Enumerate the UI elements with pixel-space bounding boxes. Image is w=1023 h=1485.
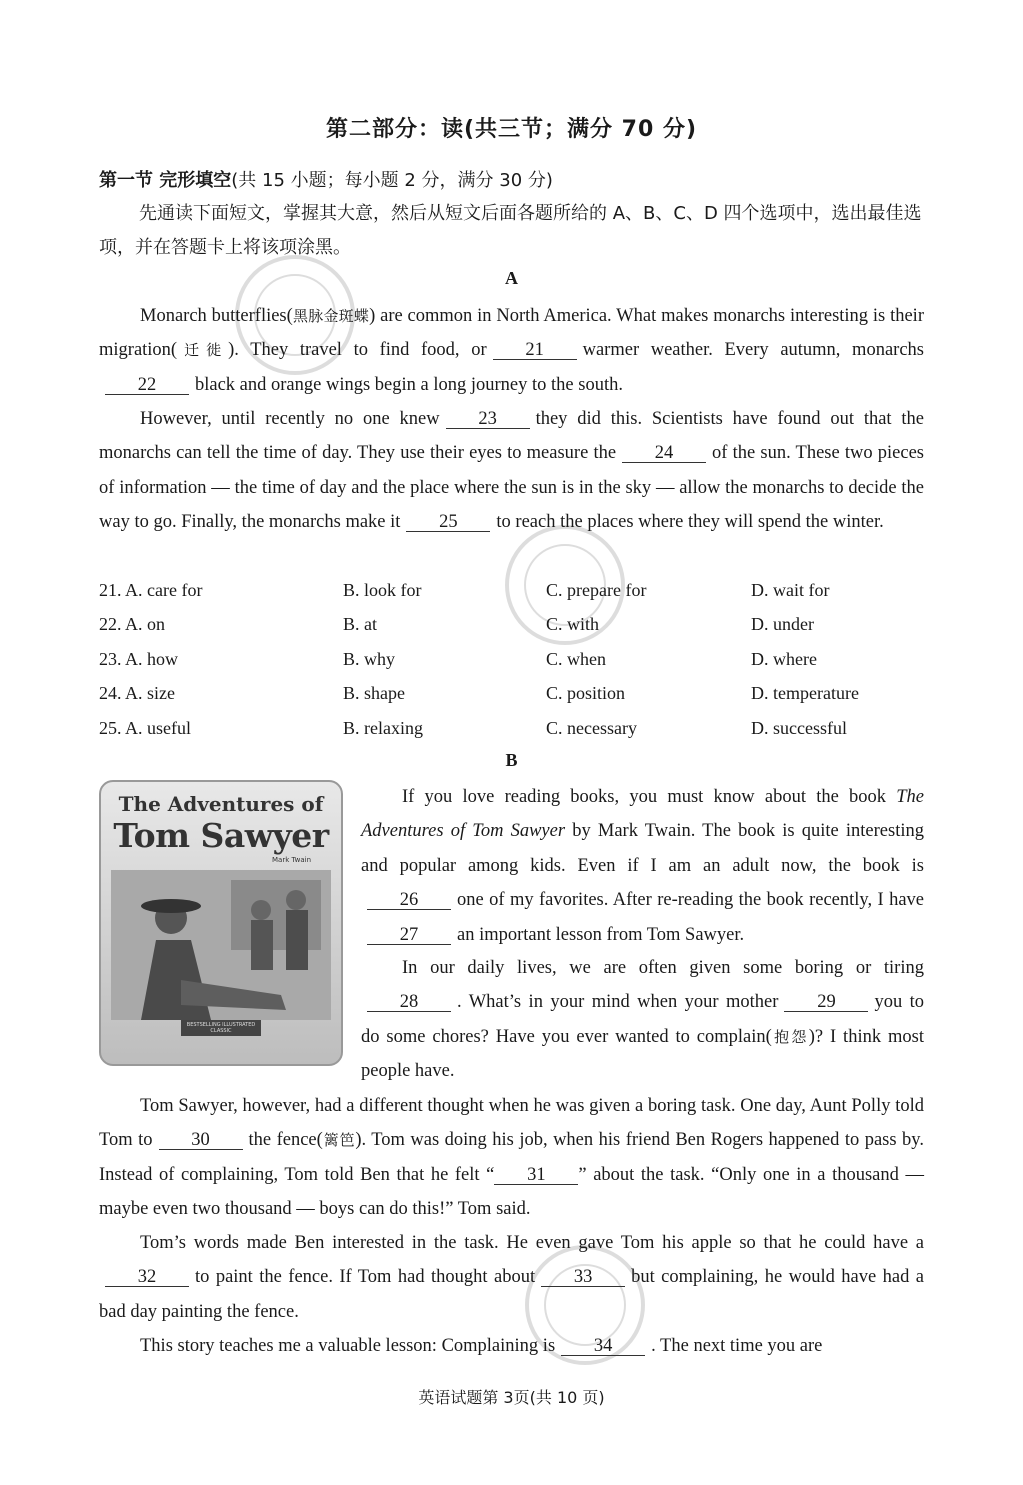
option-a[interactable]: 23. A. how [99, 648, 179, 669]
part-title: 第二部分：读(共三节；满分 70 分) [325, 117, 698, 142]
option-b[interactable]: B. why [343, 648, 396, 669]
option-c[interactable]: C. position [546, 683, 626, 704]
text: Tom’s words made Ben interested in the task. He even gave Tom his apple so that he could have a [140, 1233, 924, 1253]
option-b[interactable]: B. shape [343, 683, 405, 704]
option-b[interactable]: B. look for [343, 580, 422, 600]
chinese-gloss: 抱怨 [771, 1027, 809, 1046]
option-d[interactable]: D. temperature [751, 683, 859, 704]
option-c[interactable]: C. with [546, 614, 600, 635]
passage-b-paragraph-5 [99, 1329, 924, 1363]
instructions: 先通读下面短文，掌握其大意，然后从短文后面各题所给的 A、B、C、D 四个选项中，选出最佳选项，并在答题卡上将该项涂黑。 [99, 203, 922, 258]
blank-27[interactable]: 27 [367, 926, 451, 945]
chinese-gloss: 黑脉金斑蝶 [292, 307, 370, 325]
text: If you love reading books, you must know about the book [402, 787, 887, 807]
option-b[interactable]: B. relaxing [343, 717, 423, 738]
blank-33[interactable]: 33 [541, 1268, 625, 1287]
passage-b-paragraph-3 [99, 1089, 924, 1227]
passage-b-paragraph-2 [361, 951, 924, 1089]
option-a[interactable]: 22. A. on [99, 614, 166, 635]
blank-32[interactable]: 32 [105, 1268, 189, 1287]
text: warmer weather. Every autumn, monarchs [582, 340, 924, 361]
chinese-gloss: 篱笆 [322, 1131, 356, 1150]
option-a[interactable]: 25. A. useful [99, 717, 191, 738]
option-d[interactable]: D. wait for [751, 580, 830, 600]
text: you to do some chores? Have you ever wanted to complain( [361, 992, 925, 1047]
option-c[interactable]: C. prepare for [546, 580, 647, 600]
blank-21[interactable]: 21 [493, 341, 577, 360]
text: . The next time you are [651, 1336, 823, 1356]
option-a[interactable]: 24. A. size [99, 683, 175, 704]
text: Tom Sawyer, however, had a different thought when he was given a boring task. One day, Aunt Polly told Tom to [99, 1096, 924, 1151]
page-footer: 英语试题第 3页(共 10 页) [418, 1388, 605, 1407]
book-cover-image [99, 780, 343, 1066]
text: one of my favorites. After re-reading the book recently, I have [457, 890, 924, 911]
question-row [99, 642, 924, 676]
chinese-gloss: 迁徙 [177, 341, 229, 360]
book-title-italic: The Adventures of Tom Sawyer [361, 787, 925, 842]
text: but complaining, he would have had a bad day painting the fence. [99, 1267, 924, 1322]
passage-b-paragraph-4 [99, 1226, 924, 1329]
text: ) are common in North America. What makes monarchs interesting is their migration( [99, 306, 924, 361]
passage-a-paragraph-2 [99, 402, 924, 540]
text: This story teaches me a valuable lesson: Complaining is [140, 1336, 556, 1356]
passage-b-letter: B [505, 750, 518, 770]
book-cover-illustration [111, 870, 331, 1020]
text: ). They travel to find food, or [228, 340, 487, 361]
book-cover-badge: BESTSELLING ILLUSTRATED CLASSIC [181, 1020, 261, 1036]
blank-22[interactable]: 22 [105, 376, 189, 395]
option-d[interactable]: D. under [751, 614, 814, 635]
text: ” about the task. “Only one in a thousand — maybe even two thousand — boys can do this!” Tom said. [99, 1164, 924, 1220]
option-a[interactable]: 21. A. care for [99, 580, 203, 600]
section-detail: (共 15 小题；每小题 2 分，满分 30 分) [231, 170, 553, 191]
text: Monarch butterflies( [140, 306, 293, 326]
text: ). Tom was doing his job, when his friend Ben Rogers happened to pass by. Instead of complaining, Tom told Ben that he felt “ [99, 1130, 924, 1185]
option-c[interactable]: C. when [546, 648, 606, 669]
answer-options [99, 573, 924, 745]
passage-a-letter: A [505, 268, 518, 288]
question-row [99, 573, 924, 607]
book-cover-author: Mark Twain [272, 856, 311, 864]
blank-28[interactable]: 28 [367, 993, 451, 1012]
blank-23[interactable]: 23 [446, 410, 530, 429]
blank-24[interactable]: 24 [622, 444, 706, 463]
option-d[interactable]: D. successful [751, 717, 847, 738]
question-row [99, 676, 924, 710]
passage-a-paragraph-1 [99, 299, 924, 402]
blank-31[interactable]: 31 [494, 1166, 578, 1185]
text: )? I think most people have. [361, 1026, 924, 1082]
blank-26[interactable]: 26 [367, 891, 451, 910]
text: In our daily lives, we are often given some boring or tiring [402, 958, 924, 978]
blank-29[interactable]: 29 [784, 993, 868, 1012]
text: they did this. Scientists have found out that the monarchs can tell the time of day. They use their eyes to measure the [99, 409, 924, 464]
book-cover-title-line1: The Adventures of [118, 792, 324, 816]
text: However, until recently no one knew [140, 409, 440, 429]
text: to paint the fence. If Tom had thought about [195, 1267, 536, 1288]
option-d[interactable]: D. where [751, 648, 817, 669]
section-heading: 第一节 完形填空 [99, 170, 232, 191]
option-c[interactable]: C. necessary [546, 717, 637, 738]
text: . What’s in your mind when your mother [457, 992, 779, 1013]
text: an important lesson from Tom Sawyer. [457, 924, 745, 945]
blank-25[interactable]: 25 [406, 513, 490, 532]
book-cover-title-line2: Tom Sawyer [113, 816, 329, 855]
text: black and orange wings begin a long journey to the south. [195, 374, 623, 395]
text: by Mark Twain. The book is quite interesting and popular among kids. Even if I am an adult now, the book is [361, 821, 924, 876]
question-row [99, 711, 924, 745]
blank-30[interactable]: 30 [159, 1131, 243, 1150]
section-title [99, 166, 553, 192]
text: to reach the places where they will spend the winter. [496, 512, 884, 533]
book-cover-title [101, 792, 341, 855]
text: of the sun. These two pieces of information — the time of day and the place where the sun is in the sky — allow the monarchs to decide the way to go. Finally, the monarchs make it [99, 443, 924, 533]
text: the fence( [248, 1130, 323, 1151]
option-b[interactable]: B. at [343, 614, 377, 635]
question-row [99, 607, 924, 641]
blank-34[interactable]: 34 [561, 1337, 645, 1356]
passage-b-paragraph-1 [361, 780, 924, 952]
